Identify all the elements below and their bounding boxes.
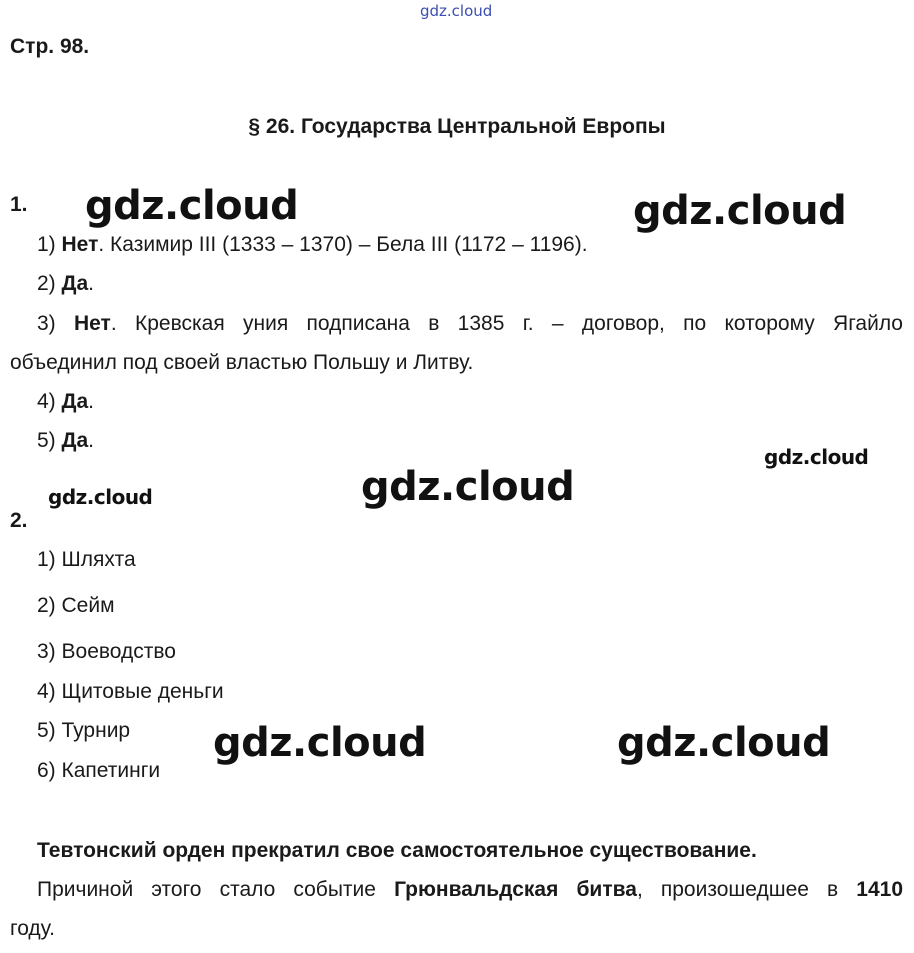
watermark: gdz.cloud [48,485,153,509]
answer-word: Да [61,390,89,413]
answer-word: Да [61,272,89,295]
answer-word: Нет [73,312,111,335]
list-item: 3) Воеводство [37,640,176,663]
watermark: gdz.cloud [213,720,427,766]
watermark-top: gdz.cloud [420,2,493,20]
task-number: 1. [10,193,28,216]
paragraph-text: , произошедшее в [636,878,839,901]
watermark: gdz.cloud [633,188,847,234]
answer-text: . [88,272,94,295]
event-name: Грюнвальдская битва [394,878,637,901]
answer-continuation: объединил под своей властью Польшу и Литву. [10,351,474,374]
answer-text: . [88,429,94,452]
paragraph-text: Причиной этого стало событие [37,878,376,901]
task-number: 2. [10,509,28,532]
answer-line [37,430,94,451]
answer-word: Нет [61,233,99,256]
item-number: 2) [37,272,62,295]
page-label: Стр. 98. [10,35,90,58]
item-number: 1) [37,233,62,256]
answer-line-justified [10,313,903,334]
item-number: 3) [37,312,74,335]
list-item: 4) Щитовые деньги [37,680,224,703]
answer-text: . [88,390,94,413]
list-item: 2) Сейм [37,594,115,617]
answer-line [37,234,588,255]
paragraph-continuation: году. [10,917,55,940]
answer-line [37,391,94,412]
conclusion-heading: Тевтонский орден прекратил свое самостоятельное существование. [37,839,757,862]
section-title: § 26. Государства Центральной Европы [248,115,666,138]
item-number: 5) [37,429,62,452]
answer-line [37,273,94,294]
conclusion-paragraph [10,879,903,900]
list-item: 1) Шляхта [37,548,136,571]
answer-text: . Казимир III (1333 – 1370) – Бела III (1172 – 1196). [98,233,588,256]
list-item: 5) Турнир [37,719,131,742]
watermark: gdz.cloud [361,464,575,510]
watermark: gdz.cloud [764,445,869,469]
item-number: 4) [37,390,62,413]
list-item: 6) Капетинги [37,759,161,782]
event-year: 1410 [856,878,904,901]
answer-text: . Кревская уния подписана в 1385 г. – договор, по которому Ягайло [110,312,903,335]
answer-word: Да [61,429,89,452]
watermark: gdz.cloud [85,183,299,229]
watermark: gdz.cloud [617,720,831,766]
